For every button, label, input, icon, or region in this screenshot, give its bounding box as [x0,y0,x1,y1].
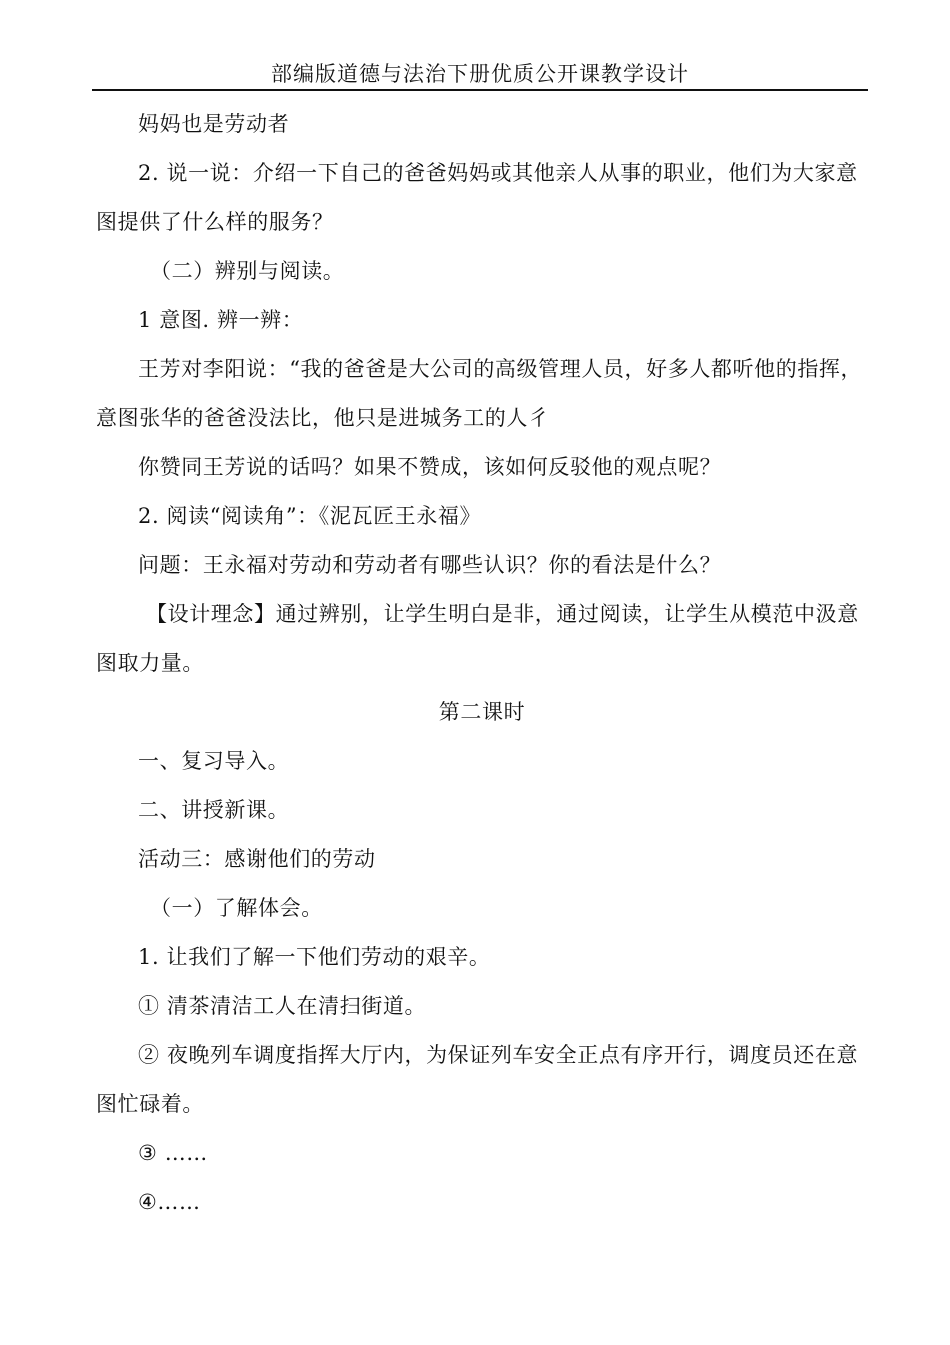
paragraph-question-wangyongfu: 问题：王永福对劳动和劳动者有哪些认识？你的看法是什么？ [138,553,722,577]
paragraph-new-lesson: 二、讲授新课。 [138,798,290,822]
paragraph-mother-worker: 妈妈也是劳动者 [138,112,290,136]
page-header-title: 部编版道德与法治下册优质公开课教学设计 [271,62,689,86]
paragraph-wangfang-quote: 王芳对李阳说：“我的爸爸是大公司的高级管理人员，好多人都听他的指挥，意图张华的爸爸没法比，他只是进城务工的人彳 [96,357,863,430]
list-item-3: ③ …… [138,1141,208,1165]
paragraph-hardship: 1. 让我们了解一下他们劳动的艰辛。 [138,945,491,969]
paragraph-activity-three: 活动三：感谢他们的劳动 [138,847,376,871]
paragraph-review: 一、复习导入。 [138,749,290,773]
document-body [96,100,868,1227]
paragraph-say-occupation: 2. 说一说：介绍一下自己的爸爸妈妈或其他亲人从事的职业，他们为大家意图提供了什么样的服务？ [96,161,858,234]
list-item-2: ② 夜晚列车调度指挥大厅内，为保证列车安全正点有序开行，调度员还在意图忙碌着。 [96,1043,859,1116]
header-divider [92,89,868,91]
section-heading-discern-read: （二）辨别与阅读。 [150,259,345,283]
paragraph-reading-corner: 2. 阅读“阅读角”：《泥瓦匠王永福》 [138,504,482,528]
paragraph-discern: 1 意图. 辨一辨： [138,308,304,332]
list-item-1: ① 清茶清洁工人在清扫街道。 [138,994,427,1018]
paragraph-design-concept: 【设计理念】通过辨别，让学生明白是非，通过阅读，让学生从模范中汲意图取力量。 [96,602,859,675]
section-heading-understand: （一）了解体会。 [150,896,323,920]
list-item-4: ④…… [138,1190,201,1214]
lesson-title-second: 第二课时 [438,700,526,724]
paragraph-question-agree: 你赞同王芳说的话吗？如果不赞成，该如何反驳他的观点呢？ [138,455,722,479]
